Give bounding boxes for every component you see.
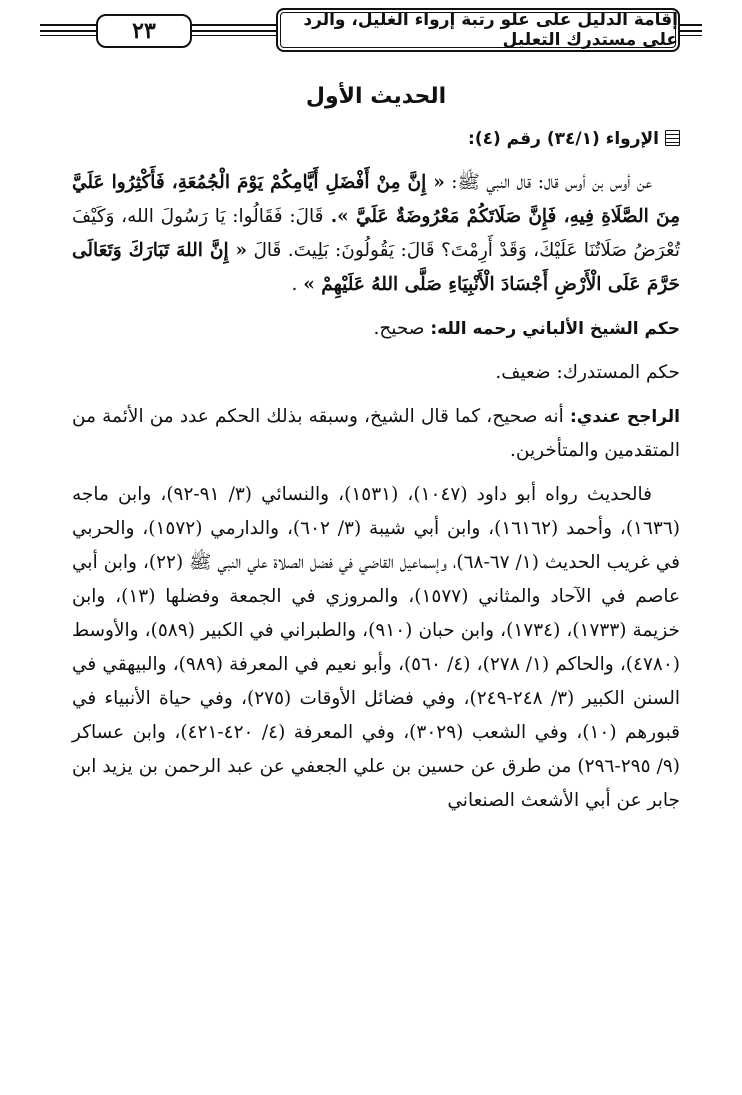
page-header xyxy=(40,8,702,50)
preferred-opinion xyxy=(72,400,680,468)
ruling-shaykh xyxy=(72,312,680,346)
ruling-mustadrak-label: حكم المستدرك: xyxy=(556,362,680,383)
hadith-quote-2: « إِنَّ اللهَ تَبَارَكَ وَتَعَالَى حَرَّمَ عَلَى الْأَرْضِ أَجْسَادَ الْأَنْبِيَاءِ صَلَّى اللهُ عَلَيْهِمْ » xyxy=(72,240,680,295)
hadith-quote-1: « إِنَّ مِنْ أَفْضَلِ أَيَّامِكُمْ يَوْمَ الْجُمُعَةِ، فَأَكْثِرُوا عَلَيَّ مِنَ الصَّلَاةِ فِيهِ، فَإِنَّ صَلَاتَكُمْ مَعْرُوضَةٌ عَلَيَّ ». xyxy=(72,172,680,227)
section-title: الحديث الأول xyxy=(305,84,447,109)
ruling-mustadrak-value: ضعيف. xyxy=(495,362,557,383)
hadith-dialogue: قَالَ: فَقَالُوا: يَا رَسُولَ الله، وَكَيْفَ تُعْرَضُ صَلَاتُنَا عَلَيْكَ، وَقَدْ أَرِمْتَ؟ قَالَ: يَقُولُونَ: بَلِيتَ. قَالَ xyxy=(72,206,680,261)
hadith-paragraph xyxy=(72,166,680,302)
ruling-mustadrak xyxy=(72,356,680,390)
running-title: إقامة الدليل على علو رتبة إرواء الغليل، والرد على مستدرك التعليل xyxy=(276,8,680,52)
preferred-label: الراجح عندي: xyxy=(569,407,681,427)
takhrij-paragraph: فالحديث رواه أبو داود (١٠٤٧)، (١٥٣١)، والنسائي (٣/ ٩١-٩٢)، وابن ماجه (١٦٣٦)، وأحمد (١٦١٦٢)، وابن أبي شيبة (٣/ ٦٠٢)، والدارمي (١٥٧٢)، والحربي في غريب الحديث (١/ ٦٧-٦٨)، وإسماعيل القاضي في فضل الصلاة علي النبي ﷺ (٢٢)، وابن أبي عاصم في الآحاد والمثاني (١٥٧٧)، والمروزي في الجمعة وفضلها (١٣)، وابن خزيمة (١٧٣٣)، (١٧٣٤)، وابن حبان (٩١٠)، والطبراني في الكبير (٥٨٩)، والأوسط (٤٧٨٠)، والحاكم (١/ ٢٧٨)، (٤/ ٥٦٠)، وأبو نعيم في المعرفة (٩٨٩)، والبيهقي في السنن الكبير (٣/ ٢٤٨-٢٤٩)، وفي فضائل الأوقات (٢٧٥)، وفي حياة الأنبياء في قبورهم (١٠)، وفي الشعب (٣٠٢٩)، وفي المعرفة (٤/ ٤٢٠-٤٢١)، وابن عساكر (٩/ ٢٩٥-٢٩٦) من طرق عن حسين بن علي الجعفي عن عبد الرحمن بن يزيد ابن جابر عن أبي الأشعث الصنعاني xyxy=(72,484,681,811)
reference-label: الإرواء (٣٤/١) رقم (٤): xyxy=(468,129,659,149)
ruling-shaykh-label: حكم الشيخ الألباني رحمه الله: xyxy=(430,319,680,339)
hadith-intro: عن أوس بن أوس قال: قال النبي ﷺ: xyxy=(444,172,652,193)
page-number: ٢٣ xyxy=(96,14,192,48)
reference-line xyxy=(72,122,680,156)
preferred-text: أنه صحيح، كما قال الشيخ، وسبقه بذلك الحكم عدد من الأئمة من المتقدمين والمتأخرين. xyxy=(72,406,680,461)
ruling-shaykh-value: صحيح. xyxy=(373,318,431,339)
book-icon xyxy=(665,130,680,146)
hadith-end: . xyxy=(291,274,304,295)
page-body xyxy=(72,80,680,828)
